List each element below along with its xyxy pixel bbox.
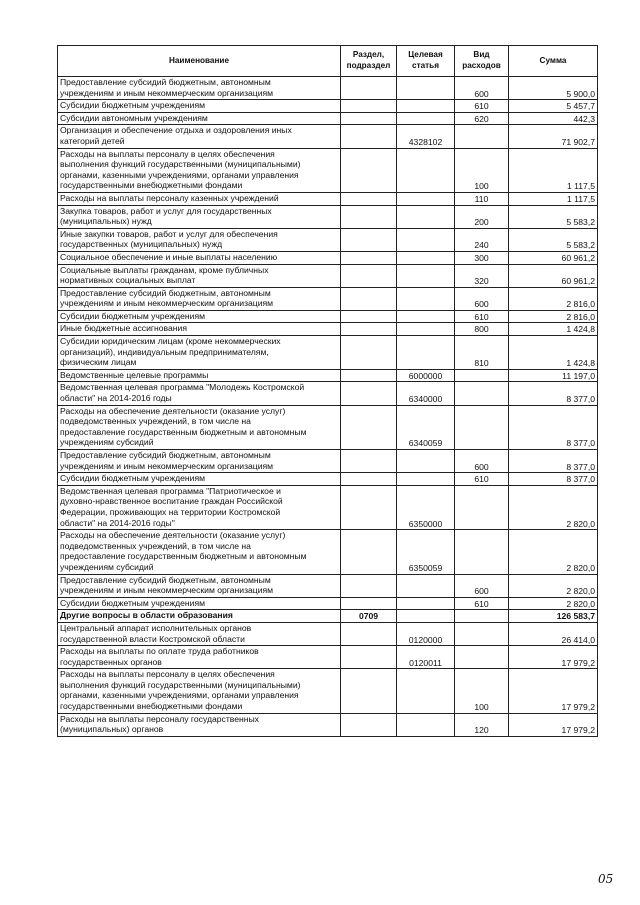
table-row xyxy=(58,485,598,529)
cell-section xyxy=(341,530,397,574)
cell-section xyxy=(341,622,397,645)
cell-sum: 2 820,0 xyxy=(509,530,598,574)
table-row xyxy=(58,646,598,669)
cell-name: Центральный аппарат исполнительных органов государственной власти Костромской области xyxy=(58,622,341,645)
cell-sum: 8 377,0 xyxy=(509,473,598,486)
cell-name: Субсидии бюджетным учреждениям xyxy=(58,473,341,486)
table-row xyxy=(58,597,598,610)
cell-section xyxy=(341,450,397,473)
cell-target: 6350000 xyxy=(397,485,455,529)
cell-name: Расходы на обеспечение деятельности (оказание услуг) подведомственных учреждений, в том числе на предоставление государственным бюджетным и автономным учреждениям субсидий xyxy=(58,530,341,574)
cell-section: 0709 xyxy=(341,610,397,623)
cell-expense-type xyxy=(455,369,509,382)
table-row xyxy=(58,369,598,382)
cell-target xyxy=(397,228,455,251)
cell-expense-type: 600 xyxy=(455,450,509,473)
cell-section xyxy=(341,485,397,529)
cell-expense-type: 200 xyxy=(455,205,509,228)
cell-name: Субсидии юридическим лицам (кроме некоммерческих организаций), индивидуальным предпринимателям, физическим лицам xyxy=(58,336,341,370)
table-row xyxy=(58,228,598,251)
cell-section xyxy=(341,148,397,192)
cell-name: Ведомственные целевые программы xyxy=(58,369,341,382)
table-row xyxy=(58,125,598,148)
cell-name: Субсидии бюджетным учреждениям xyxy=(58,597,341,610)
cell-sum: 26 414,0 xyxy=(509,622,598,645)
cell-target xyxy=(397,610,455,623)
cell-target xyxy=(397,450,455,473)
table-row xyxy=(58,713,598,736)
table-row xyxy=(58,574,598,597)
cell-section xyxy=(341,112,397,125)
cell-name: Субсидии бюджетным учреждениям xyxy=(58,100,341,113)
cell-name: Ведомственная целевая программа "Молодежь Костромской области" на 2014-2016 годы xyxy=(58,382,341,405)
cell-sum: 2 820,0 xyxy=(509,485,598,529)
cell-section xyxy=(341,77,397,100)
table-row xyxy=(58,112,598,125)
cell-name: Иные закупки товаров, работ и услуг для обеспечения государственных (муниципальных) нужд xyxy=(58,228,341,251)
table-header-row xyxy=(58,46,598,77)
table-row xyxy=(58,530,598,574)
cell-section xyxy=(341,669,397,713)
cell-expense-type: 800 xyxy=(455,323,509,336)
cell-expense-type xyxy=(455,382,509,405)
cell-expense-type xyxy=(455,610,509,623)
cell-name: Иные бюджетные ассигнования xyxy=(58,323,341,336)
table-row xyxy=(58,148,598,192)
cell-name: Предоставление субсидий бюджетным, автономным учреждениям и иным некоммерческим организациям xyxy=(58,574,341,597)
cell-target xyxy=(397,323,455,336)
table-row xyxy=(58,287,598,310)
cell-name: Субсидии бюджетным учреждениям xyxy=(58,310,341,323)
cell-sum: 11 197,0 xyxy=(509,369,598,382)
table-row xyxy=(58,264,598,287)
header-section: Раздел, подраздел xyxy=(341,46,397,77)
cell-sum: 17 979,2 xyxy=(509,713,598,736)
cell-name: Социальное обеспечение и иные выплаты населению xyxy=(58,251,341,264)
cell-target: 0120011 xyxy=(397,646,455,669)
table-row xyxy=(58,323,598,336)
cell-section xyxy=(341,323,397,336)
cell-target xyxy=(397,192,455,205)
cell-expense-type: 300 xyxy=(455,251,509,264)
table-row xyxy=(58,450,598,473)
table-row xyxy=(58,610,598,623)
cell-expense-type: 100 xyxy=(455,669,509,713)
cell-name: Предоставление субсидий бюджетным, автономным учреждениям и иным некоммерческим организациям xyxy=(58,287,341,310)
cell-section xyxy=(341,192,397,205)
cell-sum: 17 979,2 xyxy=(509,669,598,713)
cell-target: 0120000 xyxy=(397,622,455,645)
table-row xyxy=(58,100,598,113)
table-row xyxy=(58,310,598,323)
cell-section xyxy=(341,382,397,405)
cell-sum: 2 820,0 xyxy=(509,597,598,610)
cell-target: 6000000 xyxy=(397,369,455,382)
cell-target xyxy=(397,574,455,597)
table-row xyxy=(58,405,598,449)
cell-sum: 8 377,0 xyxy=(509,382,598,405)
cell-name: Субсидии автономным учреждениям xyxy=(58,112,341,125)
table-row xyxy=(58,669,598,713)
cell-expense-type: 610 xyxy=(455,310,509,323)
cell-expense-type: 100 xyxy=(455,148,509,192)
cell-section xyxy=(341,597,397,610)
table-row xyxy=(58,382,598,405)
table-row xyxy=(58,192,598,205)
cell-target xyxy=(397,148,455,192)
cell-sum: 442,3 xyxy=(509,112,598,125)
cell-name: Расходы на выплаты персоналу государственных (муниципальных) органов xyxy=(58,713,341,736)
cell-expense-type xyxy=(455,646,509,669)
cell-expense-type: 610 xyxy=(455,597,509,610)
cell-section xyxy=(341,264,397,287)
cell-name: Расходы на обеспечение деятельности (оказание услуг) подведомственных учреждений, в том числе на предоставление государственным бюджетным и автономным учреждениям субсидий xyxy=(58,405,341,449)
cell-section xyxy=(341,310,397,323)
cell-section xyxy=(341,574,397,597)
cell-sum: 1 424,8 xyxy=(509,323,598,336)
cell-expense-type: 110 xyxy=(455,192,509,205)
cell-target xyxy=(397,205,455,228)
cell-name: Социальные выплаты гражданам, кроме публичных нормативных социальных выплат xyxy=(58,264,341,287)
cell-name: Расходы на выплаты персоналу в целях обеспечения выполнения функций государственными (муниципальными) органами, казенными учреждениями, органами управления государственными внебюджетными фондами xyxy=(58,669,341,713)
cell-sum: 71 902,7 xyxy=(509,125,598,148)
table-row xyxy=(58,251,598,264)
cell-sum: 5 583,2 xyxy=(509,228,598,251)
cell-target xyxy=(397,310,455,323)
cell-target: 6350059 xyxy=(397,530,455,574)
cell-expense-type xyxy=(455,405,509,449)
cell-sum: 126 583,7 xyxy=(509,610,598,623)
table-row xyxy=(58,336,598,370)
cell-expense-type: 240 xyxy=(455,228,509,251)
cell-target xyxy=(397,264,455,287)
budget-table xyxy=(57,45,598,737)
cell-target xyxy=(397,77,455,100)
cell-section xyxy=(341,473,397,486)
cell-sum: 2 816,0 xyxy=(509,310,598,323)
cell-expense-type: 600 xyxy=(455,77,509,100)
cell-sum: 60 961,2 xyxy=(509,264,598,287)
cell-sum: 8 377,0 xyxy=(509,450,598,473)
cell-expense-type xyxy=(455,622,509,645)
cell-target xyxy=(397,597,455,610)
cell-sum: 17 979,2 xyxy=(509,646,598,669)
cell-sum: 8 377,0 xyxy=(509,405,598,449)
table-row xyxy=(58,622,598,645)
cell-sum: 1 117,5 xyxy=(509,148,598,192)
cell-target xyxy=(397,713,455,736)
cell-section xyxy=(341,336,397,370)
cell-sum: 5 900,0 xyxy=(509,77,598,100)
cell-name: Предоставление субсидий бюджетным, автономным учреждениям и иным некоммерческим организациям xyxy=(58,450,341,473)
cell-expense-type: 600 xyxy=(455,574,509,597)
cell-expense-type xyxy=(455,485,509,529)
cell-target xyxy=(397,473,455,486)
cell-section xyxy=(341,205,397,228)
cell-name: Расходы на выплаты персоналу казенных учреждений xyxy=(58,192,341,205)
cell-section xyxy=(341,287,397,310)
cell-target xyxy=(397,100,455,113)
cell-expense-type xyxy=(455,125,509,148)
cell-sum: 1 117,5 xyxy=(509,192,598,205)
table-row xyxy=(58,77,598,100)
cell-target xyxy=(397,112,455,125)
cell-sum: 2 820,0 xyxy=(509,574,598,597)
cell-target xyxy=(397,287,455,310)
cell-section xyxy=(341,369,397,382)
cell-sum: 5 583,2 xyxy=(509,205,598,228)
cell-expense-type: 610 xyxy=(455,100,509,113)
cell-name: Организация и обеспечение отдыха и оздоровления иных категорий детей xyxy=(58,125,341,148)
cell-section xyxy=(341,228,397,251)
cell-section xyxy=(341,713,397,736)
header-target: Целевая статья xyxy=(397,46,455,77)
cell-expense-type: 320 xyxy=(455,264,509,287)
cell-sum: 5 457,7 xyxy=(509,100,598,113)
cell-target xyxy=(397,669,455,713)
table-row xyxy=(58,205,598,228)
table-body xyxy=(58,77,598,737)
cell-sum: 1 424,8 xyxy=(509,336,598,370)
cell-name: Закупка товаров, работ и услуг для государственных (муниципальных) нужд xyxy=(58,205,341,228)
cell-expense-type: 620 xyxy=(455,112,509,125)
header-sum: Сумма xyxy=(509,46,598,77)
cell-name: Расходы на выплаты персоналу в целях обеспечения выполнения функций государственными (муниципальными) органами, казенными учреждениями, органами управления государственными внебюджетными фондами xyxy=(58,148,341,192)
cell-expense-type xyxy=(455,530,509,574)
cell-name: Расходы на выплаты по оплате труда работников государственных органов xyxy=(58,646,341,669)
cell-target: 6340059 xyxy=(397,405,455,449)
cell-sum: 2 816,0 xyxy=(509,287,598,310)
cell-sum: 60 961,2 xyxy=(509,251,598,264)
cell-target: 4328102 xyxy=(397,125,455,148)
table-row xyxy=(58,473,598,486)
cell-section xyxy=(341,251,397,264)
cell-target: 6340000 xyxy=(397,382,455,405)
cell-target xyxy=(397,251,455,264)
cell-section xyxy=(341,646,397,669)
cell-target xyxy=(397,336,455,370)
cell-name: Ведомственная целевая программа "Патриотическое и духовно-нравственное воспитание граждан Российской Федерации, проживающих на территории Костромской области" на 2014-2016 годы" xyxy=(58,485,341,529)
cell-section xyxy=(341,100,397,113)
cell-expense-type: 810 xyxy=(455,336,509,370)
page-number: 05 xyxy=(598,872,614,886)
cell-expense-type: 120 xyxy=(455,713,509,736)
cell-expense-type: 610 xyxy=(455,473,509,486)
header-name: Наименование xyxy=(58,46,341,77)
cell-name: Другие вопросы в области образования xyxy=(58,610,341,623)
cell-section xyxy=(341,405,397,449)
cell-section xyxy=(341,125,397,148)
cell-name: Предоставление субсидий бюджетным, автономным учреждениям и иным некоммерческим организациям xyxy=(58,77,341,100)
header-expense-type: Вид расходов xyxy=(455,46,509,77)
cell-expense-type: 600 xyxy=(455,287,509,310)
